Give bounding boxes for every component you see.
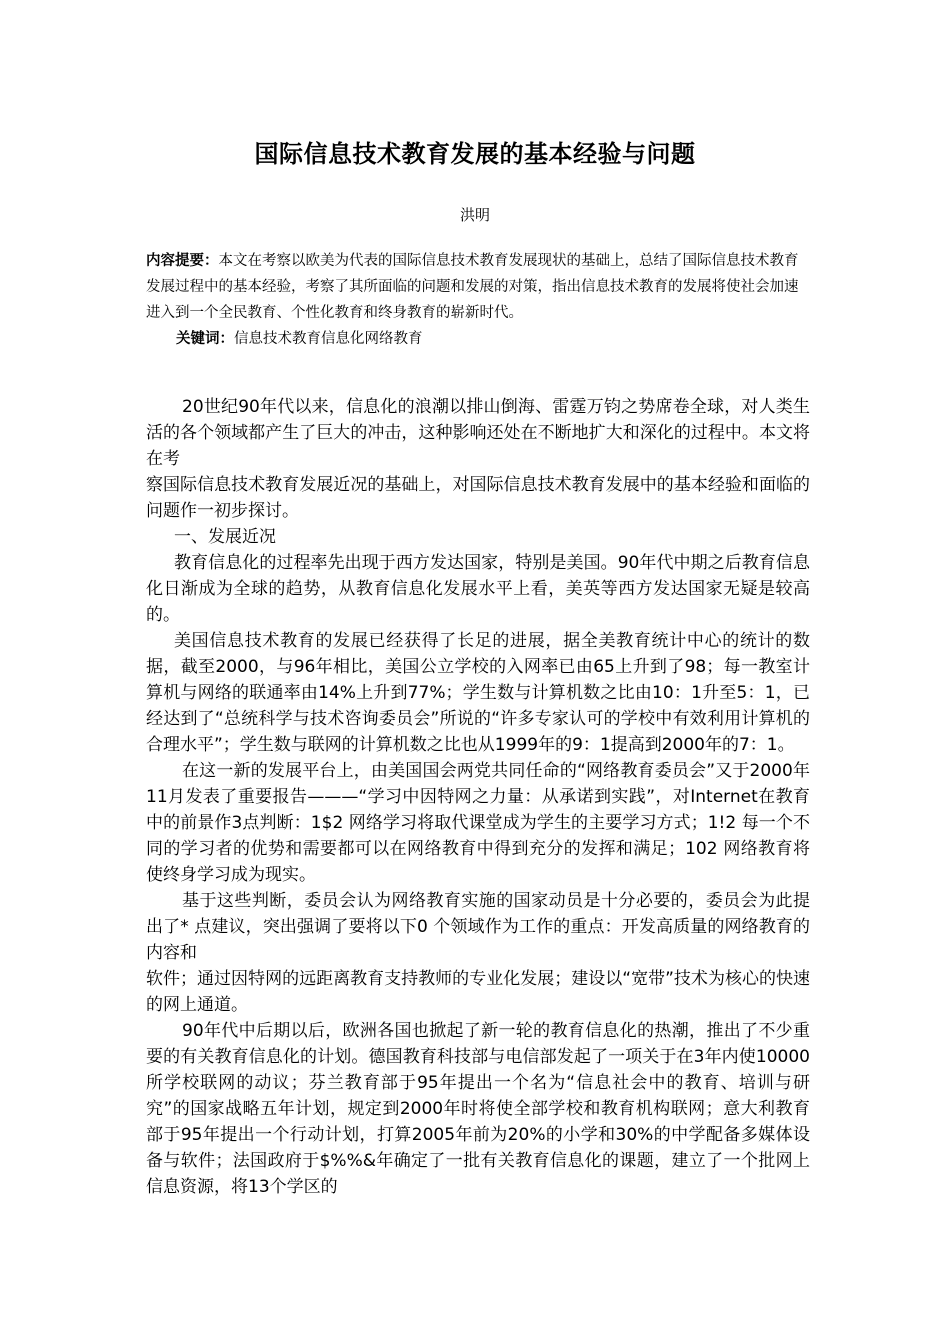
abstract: [146, 248, 806, 326]
keywords-text: 信息技术教育信息化网络教育: [234, 331, 423, 347]
paragraph: 20世纪90年代以来，信息化的浪潮以排山倒海、雷霆万钧之势席卷全球，对人类生活的各个领域都产生了巨大的冲击，这种影响还处在不断地扩大和深化的过程中。本文将在考: [146, 397, 810, 469]
paragraph: 基于这些判断，委员会认为网络教育实施的国家动员是十分必要的，委员会为此提出了* 点建议，突出强调了要将以下0 个领域作为工作的重点：开发高质量的网络教育的内容和: [146, 891, 810, 963]
paragraph: 在这一新的发展平台上，由美国国会两党共同任命的“网络教育委员会”又于2000年11月发表了重要报告———“学习中因特网之力量：从承诺到实践”，对Internet在教育中的前景作3点判断：1$2 网络学习将取代课堂成为学生的主要学习方式；1!2 每一个不同的学习者的优势和需要都可以在网络教育中得到充分的发挥和满足；102 网络教育将使终身学习成为现实。: [146, 761, 810, 885]
paragraph: 美国信息技术教育的发展已经获得了长足的进展，据全美教育统计中心的统计的数据，截至2000，与96年相比，美国公立学校的入网率已由65上升到了98；每一教室计算机与网络的联通率由14%上升到77%；学生数与计算机数之比由10：1升至5：1，已经达到了“总统科学与技术咨询委员会”所说的“许多专家认可的学校中有效利用计算机的合理水平”；学生数与联网的计算机数之比也从1999年的9：1提高到2000年的7：1。: [146, 631, 810, 755]
paragraph: 察国际信息技术教育发展近况的基础上，对国际信息技术教育发展中的基本经验和面临的问题作一初步探讨。: [146, 475, 810, 521]
document-title: 国际信息技术教育发展的基本经验与问题: [254, 140, 696, 168]
body-text: [146, 394, 810, 1200]
abstract-label: 内容提要：: [146, 253, 219, 269]
paragraph: 软件；通过因特网的远距离教育支持教师的专业化发展；建设以“宽带”技术为核心的快速的网上通道。: [146, 969, 810, 1015]
keywords-label: 关键词：: [176, 331, 234, 347]
section-heading: 一、发展近况: [174, 527, 276, 547]
paragraph: 90年代中后期以后，欧洲各国也掀起了新一轮的教育信息化的热潮，推出了不少重要的有关教育信息化的计划。德国教育科技部与电信部发起了一项关于在3年内使10000所学校联网的动议；芬兰教育部于95年提出一个名为“信息社会中的教育、培训与研究”的国家战略五年计划，规定到2000年时将使全部学校和教育机构联网；意大利教育部于95年提出一个行动计划，打算2005年前为20%的小学和30%的中学配备多媒体设备与软件；法国政府于$%%&年确定了一批有关教育信息化的课题，建立了一个批网上信息资源，将13个学区的: [146, 1021, 810, 1197]
keywords: [176, 326, 806, 352]
paragraph: 教育信息化的过程率先出现于西方发达国家，特别是美国。90年代中期之后教育信息化日渐成为全球的趋势，从教育信息化发展水平上看，美英等西方发达国家无疑是较高的。: [146, 553, 810, 625]
abstract-text: 本文在考察以欧美为代表的国际信息技术教育发展现状的基础上，总结了国际信息技术教育发展过程中的基本经验，考察了其所面临的问题和发展的对策，指出信息技术教育的发展将使社会加速进入到一个全民教育、个性化教育和终身教育的崭新时代。: [146, 253, 799, 321]
author-name: 洪明: [459, 206, 490, 224]
